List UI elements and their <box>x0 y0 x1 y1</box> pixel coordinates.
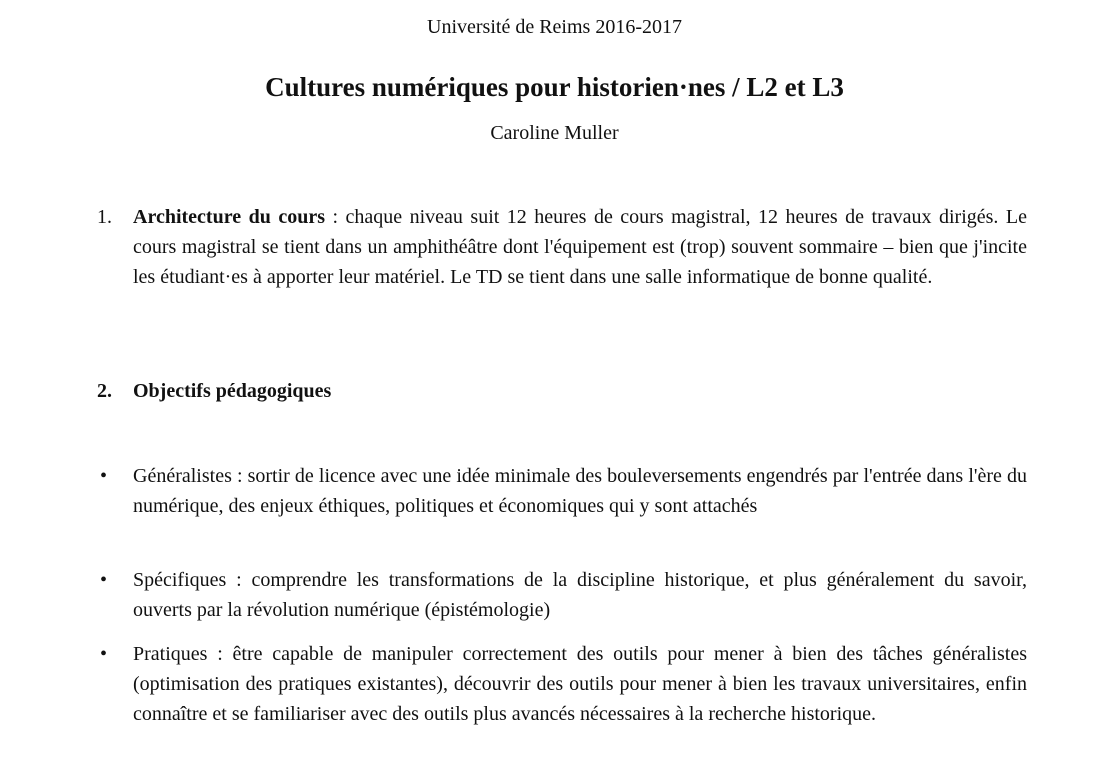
section-body-text: : chaque niveau suit 12 heures de cours magistral, 12 heures de travaux dirigés. Le cours magistral se tient dans un amphithéâtre dont l'équipement est (trop) souvent sommaire – bien que j'incite les étudiant·es à apporter leur matériel. Le TD se tient dans une salle informatique de bonne qualité. <box>133 206 1027 288</box>
list-item-text: Généralistes : sortir de licence avec une idée minimale des bouleversements engendrés par l'entrée dans l'ère du numérique, des enjeux éthiques, politiques et économiques qui y sont attachés <box>133 465 1027 517</box>
section-number: 2. <box>97 380 112 402</box>
bullet-icon: • <box>100 569 108 591</box>
list-item-text: Pratiques : être capable de manipuler correctement des outils pour mener à bien des tâches généralistes (optimisation des pratiques existantes), découvrir des outils pour mener à bien les travaux universitaires, enfin connaître et se familiariser avec des outils plus avancés nécessaires à la recherche historique. <box>133 643 1027 725</box>
document-title: Cultures numériques pour historien·nes / L2 et L3 <box>265 72 844 102</box>
author-name: Caroline Muller <box>490 122 619 144</box>
bullet-icon: • <box>100 465 108 487</box>
university-line: Université de Reims 2016-2017 <box>427 16 682 38</box>
section-heading: Architecture du cours <box>133 206 325 228</box>
section-number: 1. <box>97 206 112 228</box>
section-heading: Objectifs pédagogiques <box>133 380 332 402</box>
bullet-icon: • <box>100 643 108 665</box>
section-paragraph <box>133 202 1027 292</box>
list-item-text: Spécifiques : comprendre les transformations de la discipline historique, et plus généralement du savoir, ouverts par la révolution numérique (épistémologie) <box>133 569 1027 621</box>
